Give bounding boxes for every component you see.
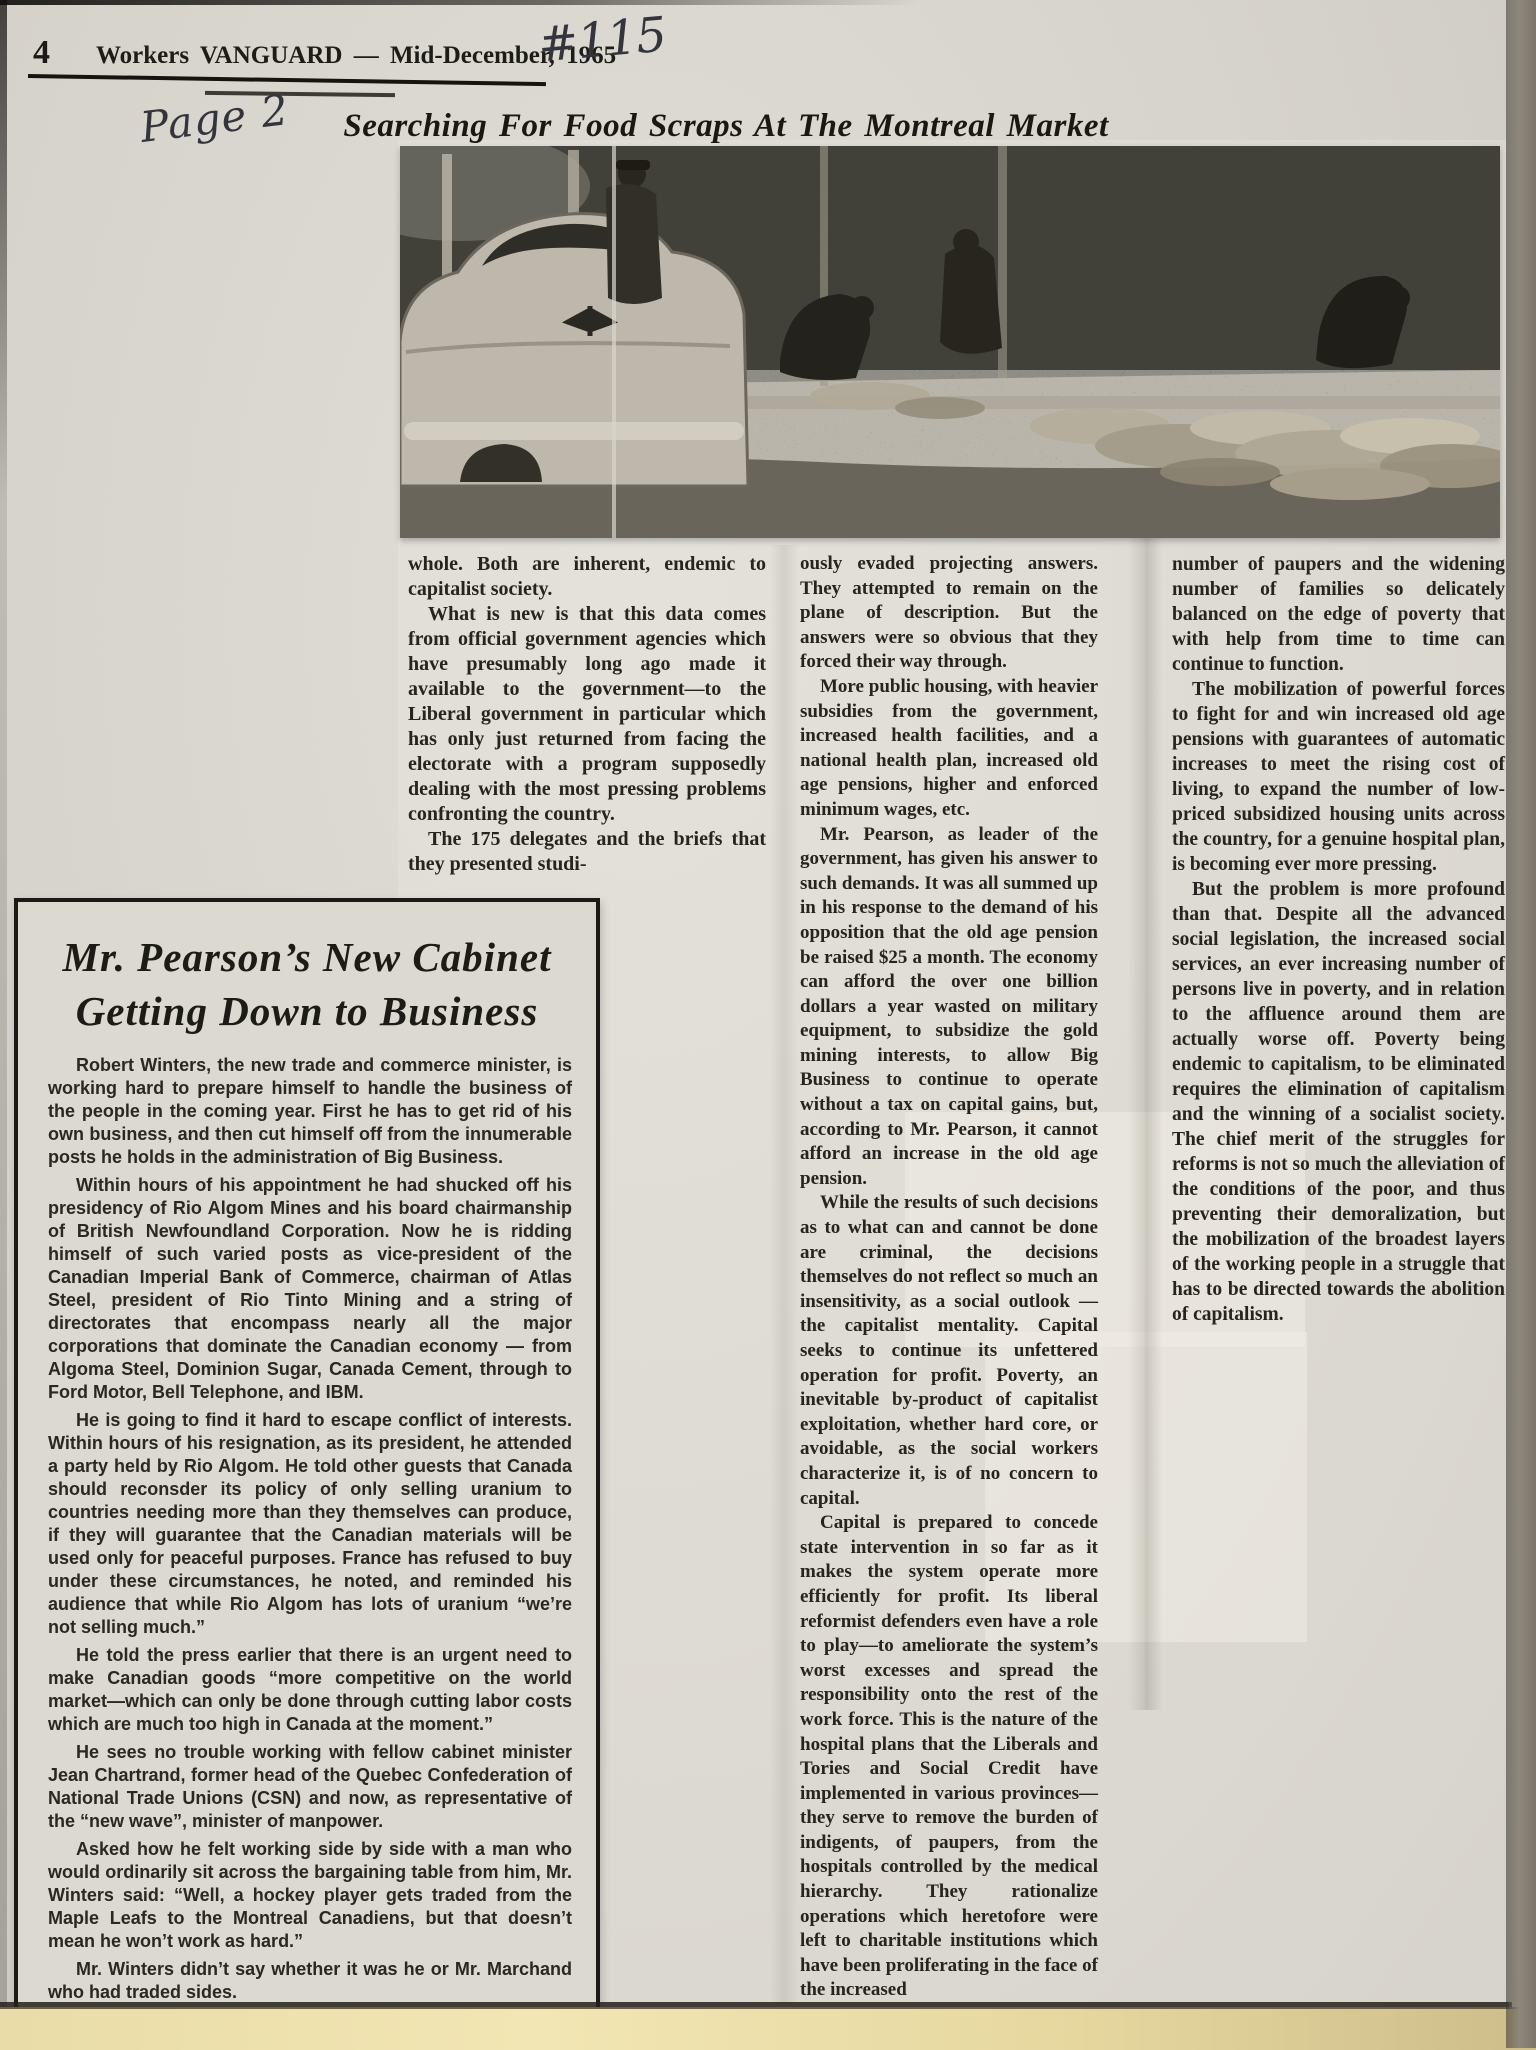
scan-edge-left	[0, 0, 7, 2012]
masthead-rule	[28, 74, 546, 86]
article-column-left	[408, 552, 766, 877]
boxed-article-body	[48, 1054, 572, 2004]
page-number: 4	[33, 34, 51, 71]
handwritten-page-label: Page 2	[137, 85, 292, 152]
photo-story-headline: Searching For Food Scraps At The Montreal Market	[343, 108, 1109, 144]
paragraph: He is going to find it hard to escape conflict of interests. Within hours of his resignation, as its president, he attended a party held by Rio Algom. He told other guests that Canada should reconsder its policy of only selling uranium to countries needing more than they themselves can produce, if they will guarantee that the Canadian materials will be used only for peaceful purposes. France has refused to buy under these circumstances, he noted, and reminded his audience that while Rio Algom has lots of uranium “we’re not selling much.”	[48, 1410, 572, 1637]
paragraph: He sees no trouble working with fellow cabinet minister Jean Chartrand, former head of the Quebec Confederation of National Trade Unions (CSN) and now, as representative of the “new wave”, minister of manpower.	[48, 1742, 572, 1831]
paragraph: Capital is prepared to concede state intervention in so far as it makes the system operate more efficiently for profit. Its liberal reformist defenders even have a role to play—to ameliorate the system’s worst excesses and spread the responsibility onto the rest of the work force. This is the nature of the hospital plans that the Liberals and Tories and Social Credit have implemented in various provinces—they serve to remove the burden of indigents, of paupers, from the hospitals controlled by the medical hierarchy. They rationalize operations which heretofore were left to charitable institutions which have been proliferating in the face of the increased	[800, 1512, 1098, 2001]
car-bumper	[404, 422, 744, 440]
clipping-edge-crease	[1128, 420, 1162, 1710]
paragraph: whole. Both are inherent, endemic to capitalist society.	[408, 553, 766, 600]
scan-edge-top	[0, 0, 920, 5]
boxed-article	[14, 898, 600, 2016]
paragraph: number of paupers and the widening number of families so delicately balanced on the edge of poverty that with help from time to time can continue to function.	[1172, 554, 1505, 675]
paragraph: The mobilization of powerful forces to fight for and win increased old age pensions with guarantees of automatic increases to meet the rising cost of living, to expand the number of low-priced subsidized housing units across the country, for a genuine hospital plan, is becoming ever more pressing.	[1172, 679, 1505, 875]
headline-line-1: Mr. Pearson’s New Cabinet	[62, 934, 552, 980]
paragraph: Mr. Pearson, as leader of the government, has given his answer to such demands. It was all summed up in his response to the demand of his opposition that the old age pension be raised $25 a month. The economy can afford the over one billion dollars a year wasted on military equipment, to subsidize the gold mining interests, to allow Big Business to continue to operate without a tax on capital gains, but, according to Mr. Pearson, it cannot afford an increase in the old age pension.	[800, 823, 1098, 1189]
paragraph: What is new is that this data comes from official government agencies which have presumably long ago made it available to the government—to the Liberal government in particular which has only just returned from facing the electorate with a program supposedly dealing with the most pressing problems confronting the country.	[408, 603, 766, 825]
paragraph: He told the press earlier that there is an urgent need to make Canadian goods “more competitive on the world market—which can only be done through cutting labor costs which are much too high in Canada at the moment.”	[48, 1645, 572, 1734]
paragraph: But the problem is more profound than that. Despite all the advanced social legislation, the increased social services, an ever increasing number of persons live in poverty, and in relation to the affluence around them are actually worse off. Poverty being endemic to capitalism, to be eliminated requires the elimination of capitalism and the winning of a socialist society. The chief merit of the struggles for reforms is not so much the alleviation of the conditions of the poor, and thus preventing their demoralization, but the mobilization of the broadest layers of the working people in a struggle that has to be directed towards the abolition of capitalism.	[1172, 879, 1505, 1325]
paragraph: Asked how he felt working side by side with a man who would ordinarily sit across the bargaining table from him, Mr. Winters said: “Well, a hockey player gets traded from the Maple Leafs to the Montreal Canadiens, but that doesn’t mean he won’t work as hard.”	[48, 1839, 572, 1951]
next-page-edge	[0, 2007, 1536, 2050]
paragraph: Robert Winters, the new trade and commerce minister, is working hard to prepare himself to handle the business of the people in the coming year. First he has to get rid of his own business, and then cut himself off from the innumerable posts he holds in the administration of Big Business.	[48, 1055, 572, 1167]
paragraph: The 175 delegates and the briefs that they presented studi-	[408, 828, 766, 875]
market-photo	[400, 146, 1500, 538]
masthead-title: Workers VANGUARD — Mid-December, 1965	[96, 42, 617, 69]
handwritten-issue-number: #115	[535, 6, 669, 74]
clipping-edge-crease	[770, 545, 798, 2005]
photo-clipping-seam	[612, 146, 616, 538]
paragraph: Mr. Winters didn’t say whether it was he or Mr. Marchand who had traded sides.	[48, 1959, 572, 2002]
market-photo-illustration	[400, 146, 1500, 538]
article-column-middle	[800, 552, 1098, 2003]
paragraph: More public housing, with heavier subsidies from the government, increased health facilities, and a national health plan, increased old age pensions, higher and enforced minimum wages, etc.	[800, 675, 1098, 820]
scan-edge-right	[1506, 0, 1536, 2048]
article-column-right	[1172, 552, 1505, 1327]
paragraph: While the results of such decisions as to what can and cannot be done are criminal, the decisions themselves do not reflect so much an insensitivity, as a social outlook — the capitalist mentality. Capital seeks to continue its unfettered operation for profit. Poverty, an inevitable by-product of capitalist exploitation, whether hard core, or avoidable, as the social workers characterize it, is of no concern to capital.	[800, 1192, 1098, 1509]
boxed-article-headline	[36, 930, 578, 1038]
paragraph: ously evaded projecting answers. They attempted to remain on the plane of description. But the answers were so obvious that they forced their way through.	[800, 553, 1098, 673]
paragraph: Within hours of his appointment he had shucked off his presidency of Rio Algom Mines and his board chairmanship of British Newfoundland Corporation. Now he is ridding himself of such varied posts as vice-president of the Canadian Imperial Bank of Commerce, chairman of Atlas Steel, president of Rio Tinto Mining and a string of directorates that encompass nearly all the major corporations that dominate the Canadian economy — from Algoma Steel, Dominion Sugar, Canada Cement, through to Ford Motor, Bell Telephone, and IBM.	[48, 1175, 572, 1402]
headline-line-2: Getting Down to Business	[75, 988, 539, 1034]
